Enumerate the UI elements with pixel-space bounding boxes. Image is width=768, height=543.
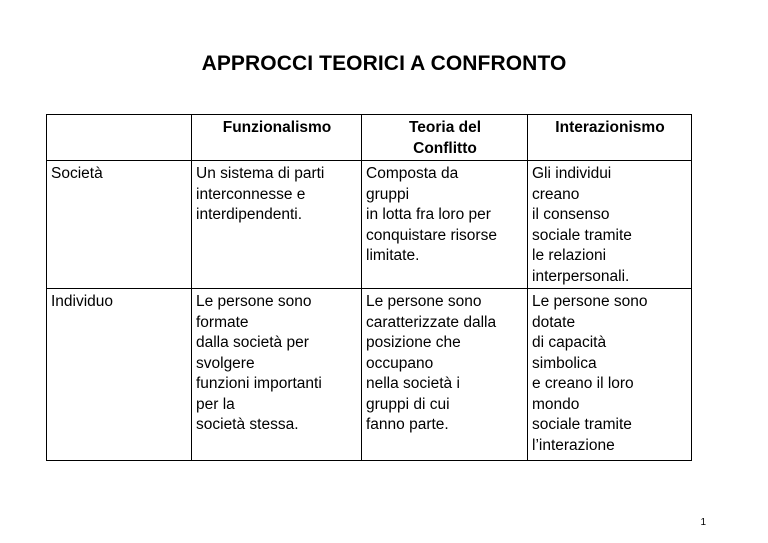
row-label-individuo: Individuo [47,289,192,461]
table-cell: Composta da gruppi in lotta fra loro per conquistare risorse limitate. [362,161,528,289]
table-row [47,161,692,289]
comparison-table [46,114,692,461]
table-cell: Le persone sono caratterizzate dalla posizione che occupano nella società i gruppi di cui fanno parte. [362,289,528,461]
header-cell-empty [47,115,192,161]
table-cell: Un sistema di parti interconnesse e interdipendenti. [192,161,362,289]
page-title: APPROCCI TEORICI A CONFRONTO [201,52,567,75]
table-cell: Gli individui creano il consenso sociale tramite le relazioni interpersonali. [528,161,692,289]
table-cell: Le persone sono dotate di capacità simbolica e creano il loro mondo sociale tramite l’interazione [528,289,692,461]
table-header-row [47,115,692,161]
table-row [47,289,692,461]
header-cell-funzionalismo: Funzionalismo [192,115,362,161]
table-cell: Le persone sono formate dalla società per svolgere funzioni importanti per la società stessa. [192,289,362,461]
row-label-societa: Società [47,161,192,289]
header-cell-interazionismo: Interazionismo [528,115,692,161]
header-cell-teoria-conflitto: Teoria del Conflitto [362,115,528,161]
page-number: 1 [700,517,706,528]
